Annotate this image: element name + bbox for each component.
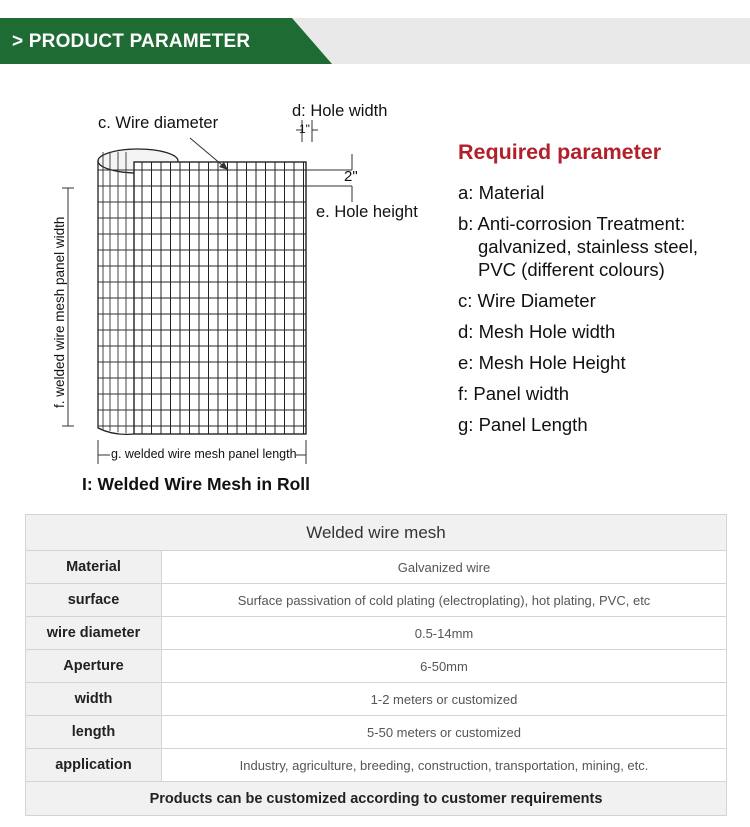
- table-row: [26, 617, 727, 650]
- spec-table-header: Welded wire mesh: [26, 515, 727, 551]
- label-wire-diameter: c. Wire diameter: [98, 114, 219, 132]
- section-title: > PRODUCT PARAMETER: [12, 31, 251, 52]
- label-hole-height: e. Hole height: [316, 203, 418, 221]
- spec-table-footer: Products can be customized according to customer requirements: [26, 782, 727, 816]
- table-row-value: Industry, agriculture, breeding, construction, transportation, mining, etc.: [162, 749, 727, 782]
- mesh-flat-panel: [134, 162, 306, 434]
- table-row-value: 0.5-14mm: [162, 617, 727, 650]
- parameter-list: [458, 181, 743, 436]
- required-parameters-title: Required parameter: [458, 140, 662, 164]
- table-row: [26, 584, 727, 617]
- parameter-item: [458, 289, 743, 312]
- table-row-label: application: [26, 749, 162, 782]
- parameter-item: [458, 382, 743, 405]
- table-row-label: width: [26, 683, 162, 716]
- parameter-item-text: b: Anti-corrosion Treatment:: [458, 213, 686, 234]
- table-row-label: surface: [26, 584, 162, 617]
- parameter-item: [458, 413, 743, 436]
- parameter-item-text: d: Mesh Hole width: [458, 321, 616, 342]
- mesh-roll-figure: [0, 90, 440, 500]
- parameter-item-text: c: Wire Diameter: [458, 290, 596, 311]
- label-panel-width: f. welded wire mesh panel width: [52, 216, 67, 408]
- spec-table-header-row: [26, 515, 727, 551]
- table-row: [26, 716, 727, 749]
- label-hole-height-dimension: 2": [344, 168, 358, 185]
- spec-table: [25, 514, 727, 816]
- parameter-item: [458, 351, 743, 374]
- parameter-item-text: galvanized, stainless steel,: [478, 236, 699, 257]
- table-row-label: length: [26, 716, 162, 749]
- table-row-value: 6-50mm: [162, 650, 727, 683]
- parameter-item-text: e: Mesh Hole Height: [458, 352, 626, 373]
- parameter-item: [458, 181, 743, 204]
- table-row-value: 5-50 meters or customized: [162, 716, 727, 749]
- label-hole-width: d: Hole width: [292, 102, 388, 120]
- parameter-item-text: g: Panel Length: [458, 414, 588, 435]
- table-row: [26, 650, 727, 683]
- table-row-label: Material: [26, 551, 162, 584]
- figure-caption: I: Welded Wire Mesh in Roll: [82, 474, 311, 494]
- parameter-item-text: a: Material: [458, 182, 545, 203]
- table-row-value: 1-2 meters or customized: [162, 683, 727, 716]
- parameter-item: [458, 212, 743, 281]
- table-row-value: Surface passivation of cold plating (electroplating), hot plating, PVC, etc: [162, 584, 727, 617]
- spec-table-footer-row: [26, 782, 727, 816]
- required-parameters: [458, 140, 743, 444]
- label-panel-length: g. welded wire mesh panel length: [111, 447, 297, 461]
- table-row-label: wire diameter: [26, 617, 162, 650]
- table-row: [26, 551, 727, 584]
- table-row: [26, 683, 727, 716]
- label-hole-width-dimension: 1": [299, 122, 310, 136]
- parameter-item-text: f: Panel width: [458, 383, 570, 404]
- parameter-item: [458, 320, 743, 343]
- parameter-item-text: PVC (different colours): [478, 259, 665, 280]
- table-row: [26, 749, 727, 782]
- table-row-label: Aperture: [26, 650, 162, 683]
- table-row-value: Galvanized wire: [162, 551, 727, 584]
